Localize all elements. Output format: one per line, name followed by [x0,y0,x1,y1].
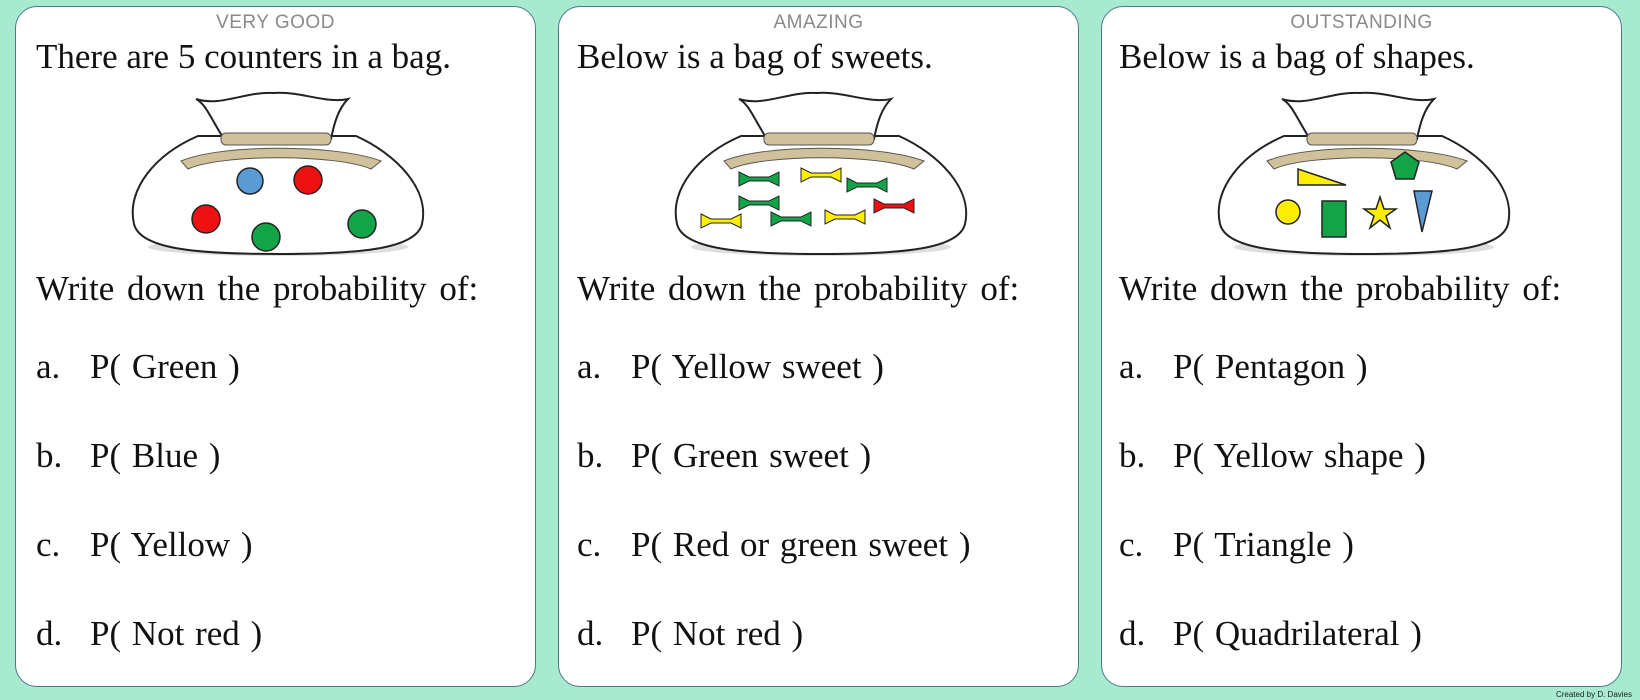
bag-tie-knot [221,133,331,145]
card-amazing [558,6,1079,687]
question-letter: d. [1119,614,1146,653]
card-level-label: AMAZING [773,12,864,33]
question-letter: b. [36,436,63,475]
question-text: P( Blue ) [90,436,221,475]
question-text: P( Triangle ) [1173,525,1354,564]
question-c [1119,525,1354,565]
question-text: P( Quadrilateral ) [1173,614,1422,653]
question-letter: d. [577,614,604,653]
question-letter: b. [1119,436,1146,475]
green-rectangle [1322,201,1346,237]
question-letter: d. [36,614,63,653]
question-a [577,347,884,387]
green-counter [252,223,280,251]
bag-tie-knot [1307,133,1417,145]
question-letter: a. [577,347,602,386]
question-text: P( Not red ) [90,614,263,653]
bag-neck [196,93,348,139]
green-counter [348,210,376,238]
card-intro-text: Below is a bag of sweets. [577,37,933,76]
bag-neck [739,93,891,139]
question-b [1119,436,1426,476]
question-c [36,525,253,565]
question-text: P( Yellow ) [90,525,253,564]
question-text: P( Green ) [90,347,240,386]
question-a [36,347,240,387]
question-text: P( Yellow shape ) [1173,436,1426,475]
question-text: P( Yellow sweet ) [631,347,884,386]
blue-counter [237,168,263,194]
bag-neck [1282,93,1434,139]
counter-bag-illustration [126,89,426,269]
question-d [36,614,262,654]
red-counter [192,205,220,233]
question-letter: b. [577,436,604,475]
bag-tie-knot [764,133,874,145]
question-letter: c. [577,525,602,564]
shapes-bag-illustration [1212,89,1512,269]
card-instruction: Write down the probability of: [577,269,1020,308]
question-text: P( Red or green sweet ) [631,525,971,564]
question-d [1119,614,1422,654]
question-letter: c. [36,525,61,564]
question-text: P( Pentagon ) [1173,347,1368,386]
card-very-good [15,6,536,687]
card-level-label: OUTSTANDING [1290,12,1433,33]
question-text: P( Green sweet ) [631,436,872,475]
red-counter [294,166,322,194]
question-letter: a. [1119,347,1144,386]
question-b [36,436,220,476]
question-letter: a. [36,347,61,386]
card-instruction: Write down the probability of: [36,269,479,308]
question-letter: c. [1119,525,1144,564]
question-c [577,525,970,565]
card-intro-text: Below is a bag of shapes. [1119,37,1475,76]
question-d [577,614,803,654]
creator-credit: Created by D. Davies [1555,690,1632,699]
question-b [577,436,871,476]
card-outstanding [1101,6,1622,687]
yellow-circle [1276,200,1300,224]
sweets-bag-illustration [669,89,969,269]
question-text: P( Not red ) [631,614,804,653]
question-a [1119,347,1368,387]
card-level-label: VERY GOOD [216,12,335,33]
card-instruction: Write down the probability of: [1119,269,1562,308]
card-intro-text: There are 5 counters in a bag. [36,37,451,76]
